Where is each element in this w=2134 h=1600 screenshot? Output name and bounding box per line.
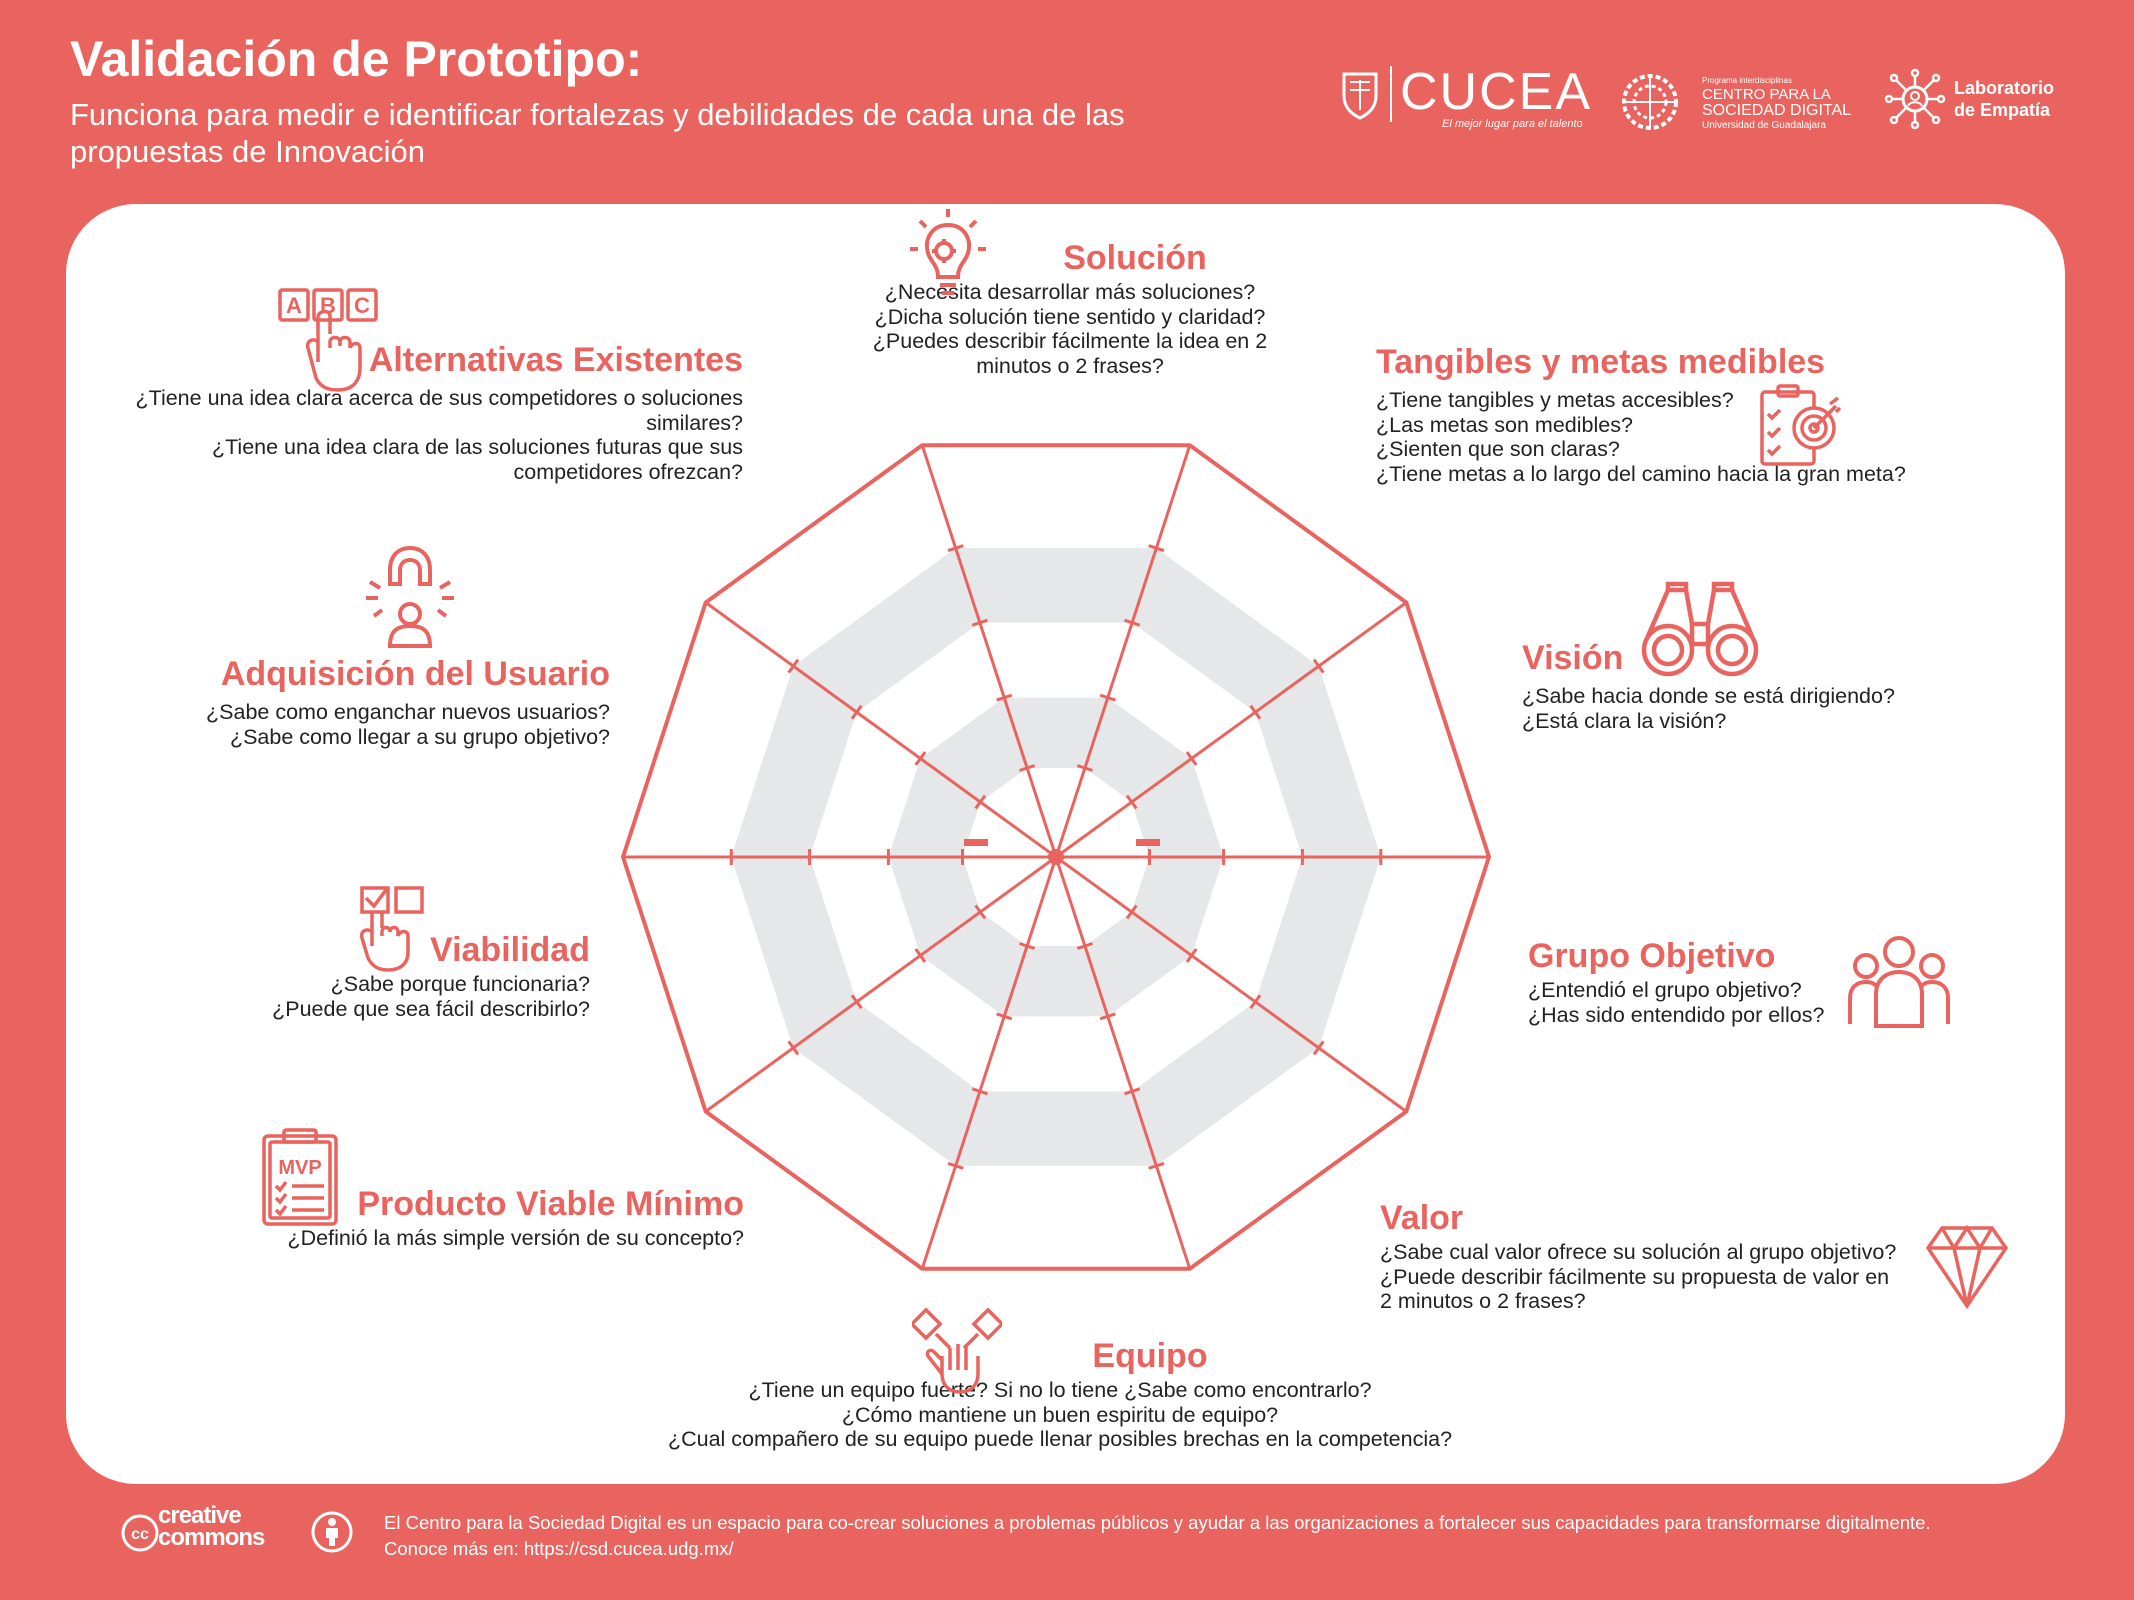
csd-line3: Universidad de Guadalajara [1702,120,1826,131]
footer-line1: El Centro para la Sociedad Digital es un espacio para co-crear soluciones a problemas públicos y ayudar a las organizaciones a fortalecer sus capacidades para transformarse digitalmente. [384,1512,1931,1533]
lightbulb-gear-icon [908,205,988,305]
solucion-title: Solución [1063,239,1207,277]
mvp-clipboard-icon [260,1126,340,1228]
diamond-icon [1926,1224,2008,1310]
section-alternativas [100,340,743,484]
csd-small-text: Programa interdisciplinas [1702,76,1792,85]
section-adquisicion [150,654,610,749]
csd-line1: CENTRO PARA LA [1702,86,1831,103]
alternativas-questions: ¿Tiene una idea clara acerca de sus competidores o soluciones similares? ¿Tiene una idea clara de las soluciones futuras que sus competidores ofrezcan? [135,386,743,484]
cc-line2: commons [158,1524,265,1551]
mvp-title: Producto Viable Mínimo [357,1185,744,1223]
abc-choice-icon [276,286,380,392]
page-subtitle: Funciona para medir e identificar fortalezas y debilidades de cada una de las propuestas de Innovación [70,97,1125,169]
grupo-title: Grupo Objetivo [1528,937,1776,975]
teamwork-hands-icon [912,1308,1002,1394]
cc-circle-icon [120,1513,160,1553]
valor-questions: ¿Sabe cual valor ofrece su solución al grupo objetivo? ¿Puede describir fácilmente su propuesta de valor en 2 minutos o 2 frases? [1380,1240,1897,1313]
vision-questions: ¿Sabe hacia donde se está dirigiendo? ¿Está clara la visión? [1522,684,1895,733]
vision-title: Visión [1522,639,1624,677]
grupo-questions: ¿Entendió el grupo objetivo? ¿Has sido entendido por ellos? [1528,978,1825,1027]
viabilidad-title: Viabilidad [430,931,590,969]
mvp-questions: ¿Definió la más simple versión de su concepto? [287,1226,744,1250]
minus-marker [964,839,988,846]
svg-text:MVP: MVP [278,1157,322,1179]
section-valor [1380,1198,1940,1314]
alternativas-title: Alternativas Existentes [368,341,743,379]
footer-line2: Conoce más en: https://csd.cucea.udg.mx/ [384,1538,734,1559]
attribution-icon [310,1510,354,1559]
binoculars-icon [1640,580,1760,680]
group-people-icon [1846,930,1952,1030]
adquisicion-title: Adquisición del Usuario [220,655,610,693]
svg-text:A: A [286,293,302,318]
checkbox-hand-icon [350,884,430,974]
radar-center [1048,849,1064,865]
footer-text [384,1510,2104,1562]
lab-line2: de Empatía [1954,100,2051,120]
page-title: Validación de Prototipo: [70,31,643,87]
tangibles-questions: ¿Tiene tangibles y metas accesibles? ¿Las metas son medibles? ¿Sienten que son claras? ¿Tiene metas a lo largo del camino hacia la gran meta? [1376,388,1906,486]
svg-text:B: B [320,293,336,318]
svg-text:cc: cc [131,1526,149,1543]
adquisicion-questions: ¿Sabe como enganchar nuevos usuarios? ¿Sabe como llegar a su grupo objetivo? [206,700,610,749]
equipo-title: Equipo [1092,1337,1208,1375]
section-tangibles [1376,342,2016,486]
solucion-questions: ¿Necesita desarrollar más soluciones? ¿Dicha solución tiene sentido y claridad? ¿Puedes describir fácilmente la idea en 2 minutos o 2 frases? [872,280,1268,378]
valor-title: Valor [1380,1199,1464,1237]
tangibles-title: Tangibles y metas medibles [1376,343,1826,381]
minus-marker [1136,839,1160,846]
lab-line1: Laboratorio [1954,78,2055,98]
cucea-tagline: El mejor lugar para el talento [1442,118,1583,130]
viabilidad-questions: ¿Sabe porque funcionaria? ¿Puede que sea fácil describirlo? [272,972,590,1021]
cc-line1: creative [158,1502,241,1529]
user-magnet-icon [362,542,458,652]
clipboard-target-icon [1758,384,1842,468]
equipo-questions: ¿Tiene un equipo fuerte? Si no lo tiene ¿Sabe como encontrarlo? ¿Cómo mantiene un buen espiritu de equipo? ¿Cual compañero de su equipo puede llenar posibles brechas en la competencia? [667,1378,1453,1451]
svg-text:C: C [354,293,370,318]
cucea-wordmark: CUCEA [1400,63,1593,121]
csd-line2: SOCIEDAD DIGITAL [1702,102,1852,119]
section-equipo [650,1336,1470,1452]
